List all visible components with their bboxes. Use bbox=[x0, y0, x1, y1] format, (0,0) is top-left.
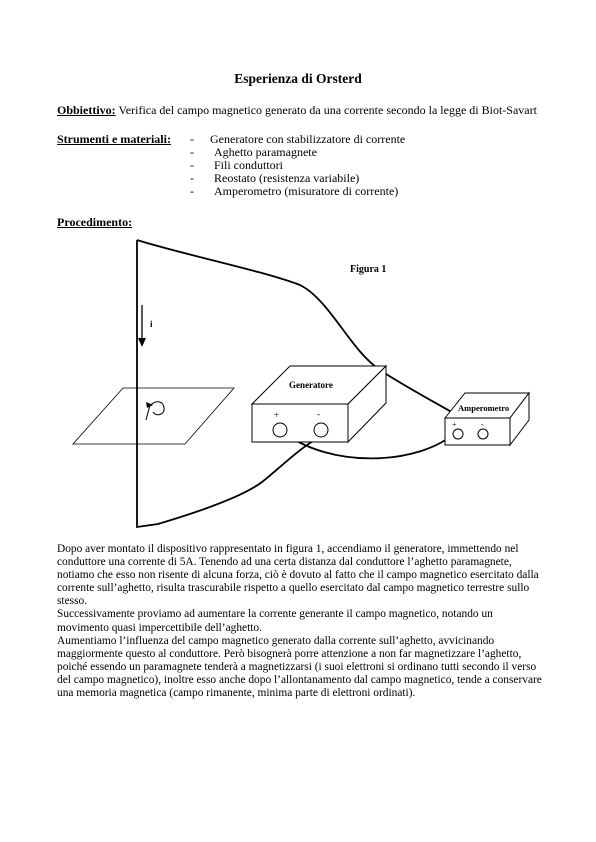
tools-label-line bbox=[57, 133, 171, 146]
ammeter-box bbox=[445, 393, 529, 445]
procedure-text bbox=[57, 543, 547, 700]
figure-caption: Figura 1 bbox=[350, 264, 387, 275]
compass-needle-icon bbox=[146, 402, 164, 420]
paragraph: Aumentiamo l’influenza del campo magnetico generato dalla corrente sull’aghetto, avvicinando maggiormente questo al conduttore. Però bisognerà porre attenzione a non far magnetizzare l’aghetto, poiché essendo un paramagnete tenderà a magnetizzarsi (i suoi elettroni si ordinano tutti secondo il verso del campo magnetico), inoltre esso anche dopo l’allontanamento dal campo magnetico, tende a conservare una memoria magnetica (campo rimanente, minima parte di elettroni ordinati). bbox=[57, 634, 542, 700]
list-item: - Generatore con stabilizzatore di corrente bbox=[190, 132, 406, 146]
ammeter-label: Amperometro bbox=[458, 403, 510, 413]
procedure-label: Procedimento: bbox=[57, 215, 133, 229]
current-label: i bbox=[150, 319, 153, 329]
list-item: - Aghetto paramagnete bbox=[190, 145, 317, 159]
objective-label: Obbiettivo: bbox=[57, 103, 116, 117]
generator-box bbox=[252, 366, 386, 442]
ammeter-plus: + bbox=[452, 420, 457, 429]
tools-list bbox=[190, 133, 405, 198]
list-item: - Amperometro (misuratore di corrente) bbox=[190, 184, 399, 198]
experiment-figure bbox=[0, 230, 596, 535]
list-item: - Reostato (resistenza variabile) bbox=[190, 171, 360, 185]
arrow-head-icon bbox=[138, 338, 146, 347]
document-title: Esperienza di Orsterd bbox=[234, 71, 362, 86]
generator-label: Generatore bbox=[289, 380, 333, 390]
tools-label: Strumenti e materiali: bbox=[57, 132, 171, 146]
ammeter-minus: - bbox=[481, 420, 484, 429]
generator-minus: - bbox=[317, 409, 320, 419]
generator-plus: + bbox=[274, 410, 280, 420]
plane-shape bbox=[73, 388, 234, 444]
list-item: - Fili conduttori bbox=[190, 158, 283, 172]
objective-line bbox=[57, 104, 537, 117]
objective-text: Verifica del campo magnetico generato da una corrente secondo la legge di Biot-Savart bbox=[115, 103, 537, 117]
paragraph: Dopo aver montato il dispositivo rappresentato in figura 1, accendiamo il generatore, immettendo nel conduttore una corrente di 5A. Tenendo ad una certa distanza dal conduttore l’aghetto paramagnete, notiamo che esso non risente di alcuna forza, ciò è dovuto al fatto che il campo magnetico esercitato dalla corrente sull’aghetto, risulta trascurabile rispetto a quello esercitato dal campo magnetico terrestre sullo stesso. bbox=[57, 543, 539, 608]
paragraph: Successivamente proviamo ad aumentare la corrente generante il campo magnetico, notando un movimento quasi impercettibile dell’aghetto. bbox=[57, 608, 493, 634]
procedure-label-line bbox=[57, 216, 132, 229]
